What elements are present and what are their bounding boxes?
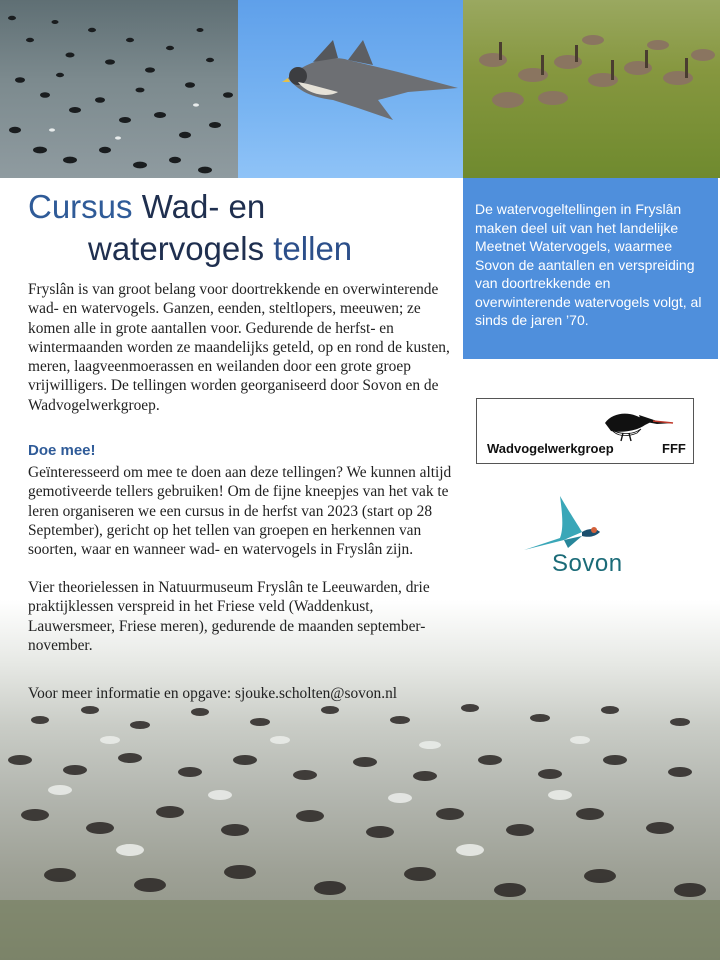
- swallow-icon: [520, 492, 640, 554]
- theory-lessons-paragraph: Vier theorielessen in Natuurmuseum Fryslân te Leeuwarden, drie praktijklessen verspreid in het Friese veld (Waddenkust, Lauwersmeer, Friese meren), gedurende de maanden september-november.: [28, 579, 430, 654]
- title-line2: [28, 228, 352, 270]
- wadvogelwerkgroep-suffix: FFF: [662, 441, 686, 456]
- peregrine-falcon-photo: [238, 0, 463, 178]
- wadvogelwerkgroep-logo: [476, 398, 694, 464]
- geese-illustration: [463, 0, 720, 178]
- title-line2-part1: watervogels: [88, 230, 274, 267]
- sovon-logo: [520, 492, 640, 582]
- geese-in-meadow-photo: [463, 0, 720, 178]
- ducks-illustration: [0, 0, 238, 178]
- title-line1-part1: Cursus: [28, 188, 142, 225]
- title-line2-part2: tellen: [273, 230, 353, 267]
- meetnet-info-text: De watervogeltellingen in Fryslân maken deel uit van het landelijke Meetnet Watervogels, waarmee Sovon de aantallen en verspreiding van doortrekkende en overwinterende watervogels volgt, al sinds de jaren ’70.: [475, 201, 702, 328]
- intro-paragraph: Fryslân is van groot belang voor doortrekkende en overwinterende wad- en watervogels. Ganzen, eenden, steltlopers, meeuwen; ze komen alle in grote aantallen voor. Gedurende de herfst- en wintermaanden worden ze maandelijks geteld, op en rond de kusten, meren, laagveenmoerassen en weilanden door een grote groep vrijwilligers. De tellingen worden georganiseerd door Sovon en de Wadvogelwerkgroep.: [28, 281, 450, 414]
- contact-paragraph: Voor meer informatie en opgave: sjouke.scholten@sovon.nl: [28, 685, 398, 702]
- ducks-on-water-photo: [0, 0, 238, 178]
- doe-mee-heading: Doe mee!: [28, 442, 96, 459]
- falcon-illustration: [238, 0, 463, 178]
- title-line1-part2: Wad- en: [141, 188, 266, 225]
- meetnet-info-box: [463, 178, 718, 359]
- doe-mee-paragraph: Geïnteresseerd om mee te doen aan deze tellingen? We kunnen altijd gemotiveerde tellers gebruiken! Om de fijne kneepjes van het vak te leren organiseren we een cursus in de herfst van 2023 (start op 28 September), gericht op het tellen van groepen en herkennen van soorten, waar en wanneer wad- en watervogels in Fryslân zijn.: [28, 464, 452, 559]
- sovon-name: Sovon: [552, 550, 623, 577]
- page-title: [28, 186, 352, 270]
- wadvogelwerkgroep-name: Wadvogelwerkgroep: [487, 441, 614, 456]
